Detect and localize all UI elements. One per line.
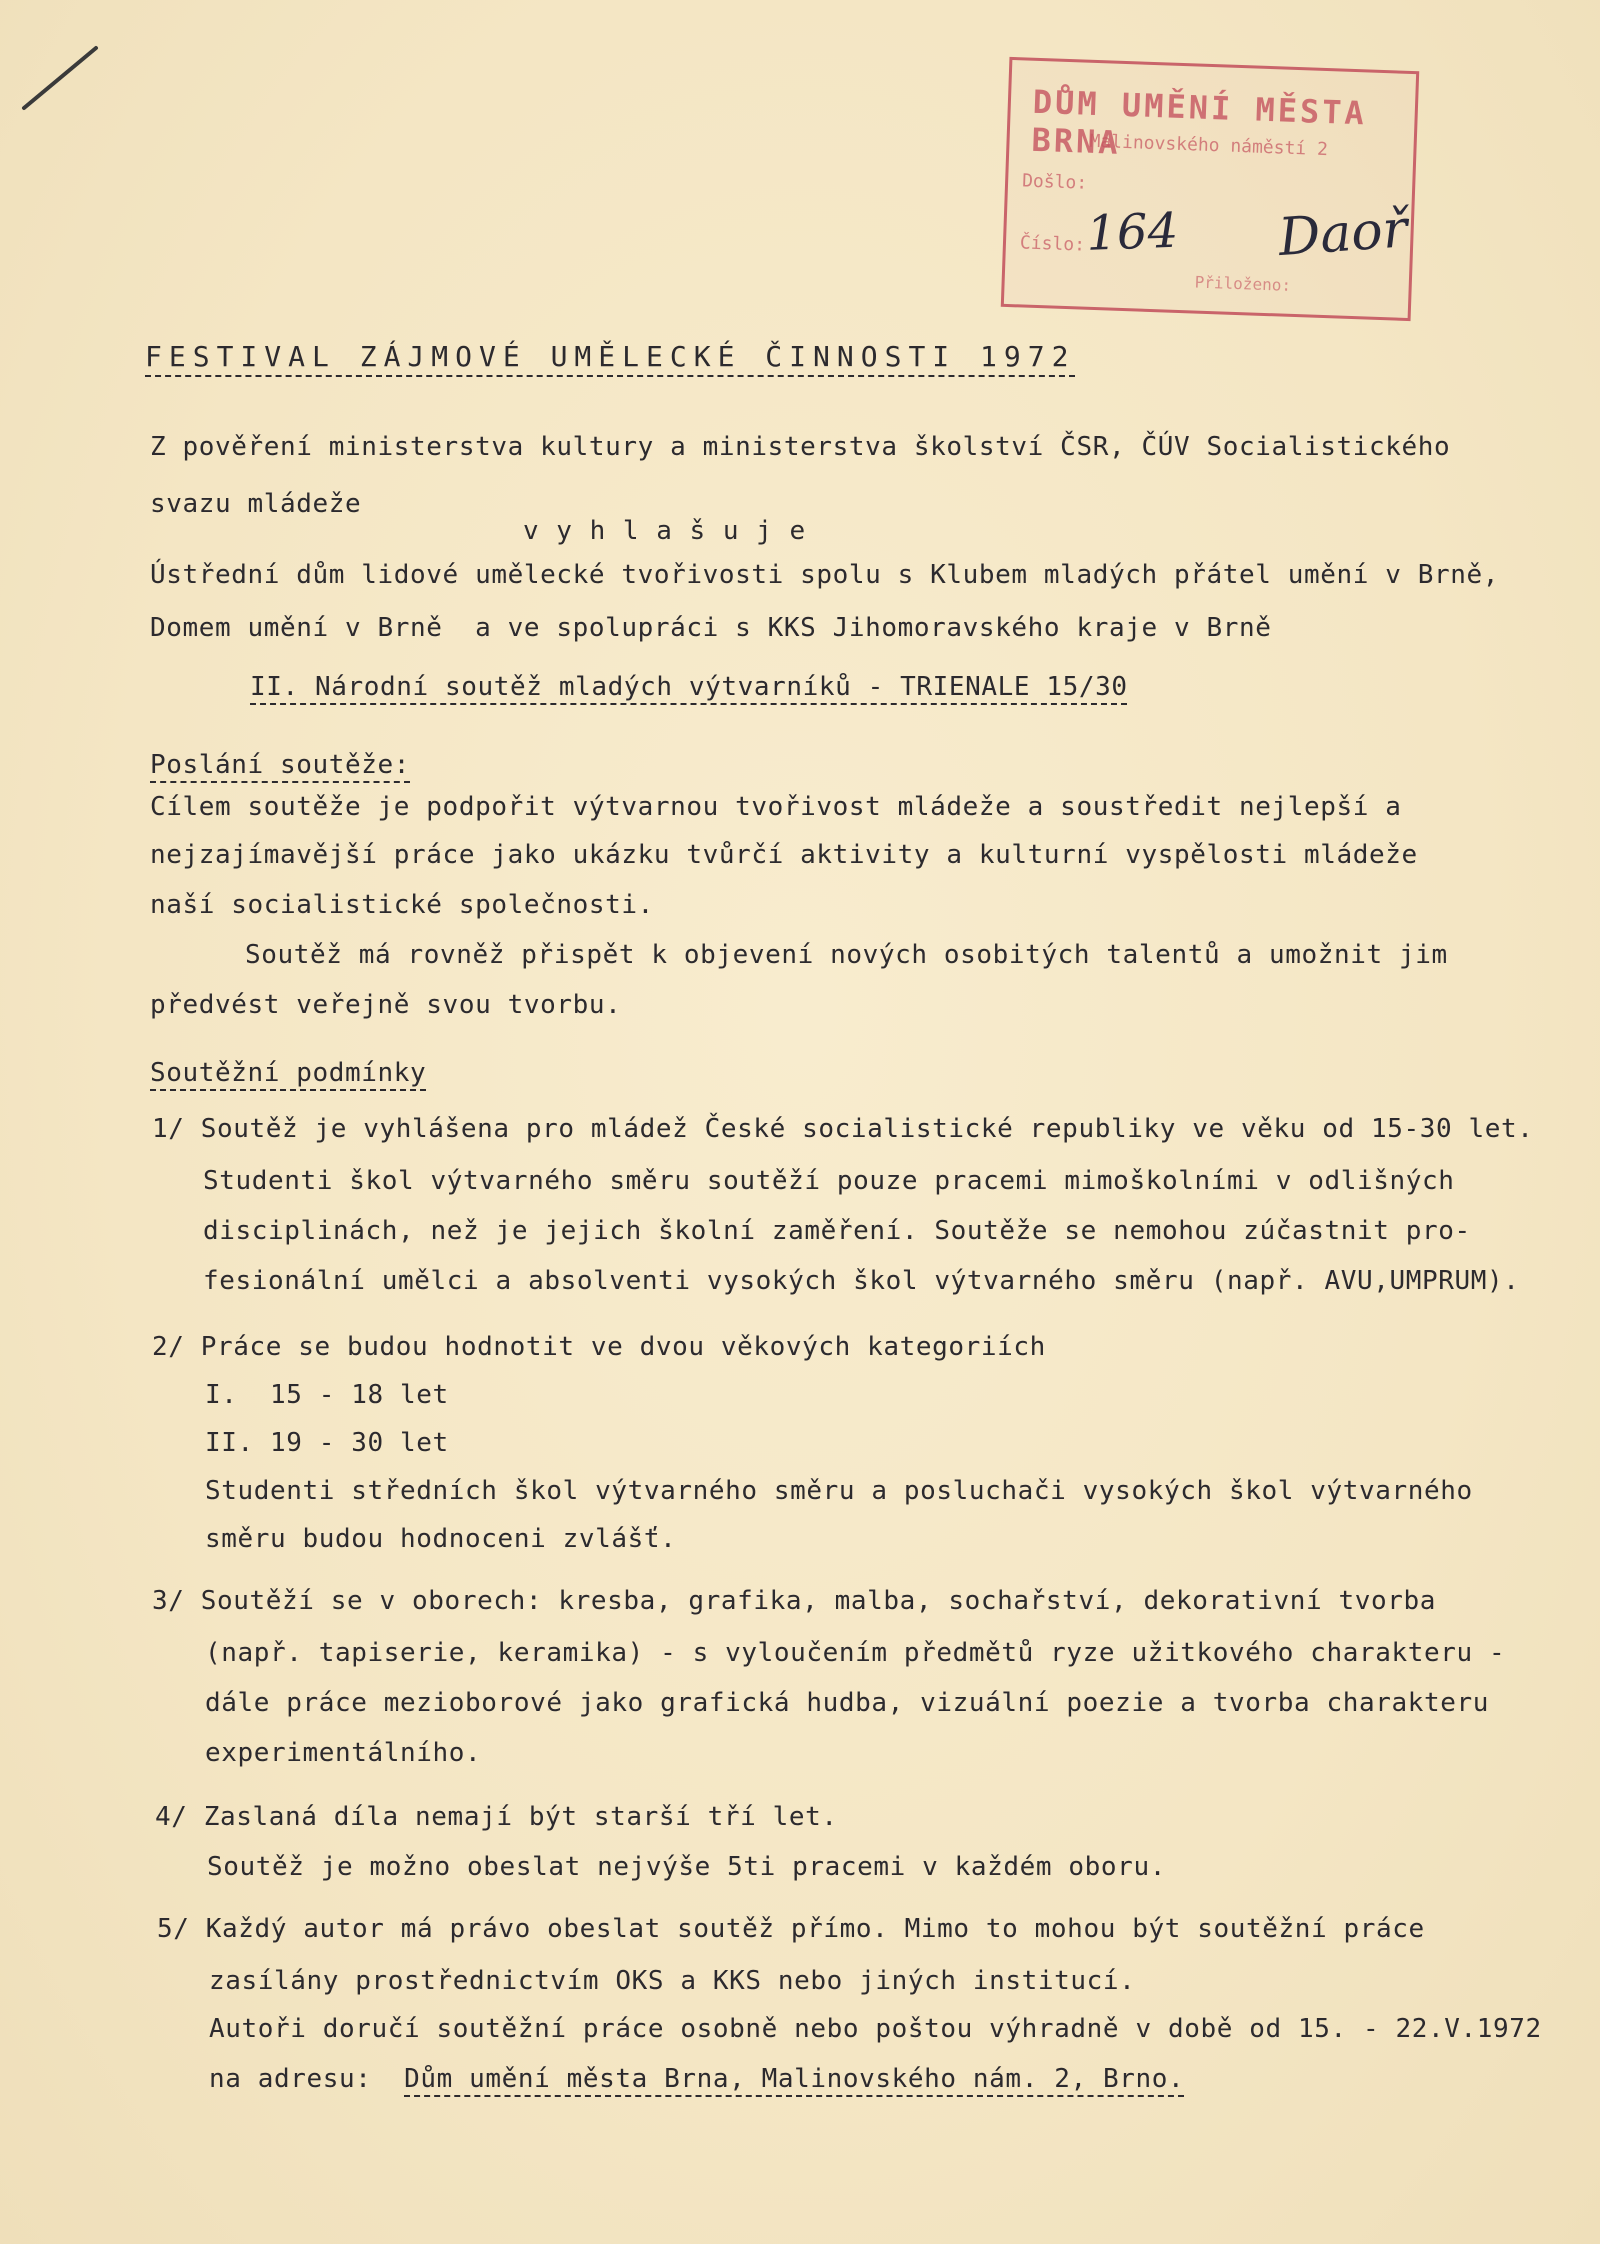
condition-3-line-3: dále práce mezioborové jako grafická hudba, vizuální poezie a tvorba charakteru (205, 1688, 1490, 1718)
condition-2-category-2: II. 19 - 30 let (205, 1428, 449, 1458)
condition-5-line-3: Autoři doručí soutěžní práce osobně nebo poštou výhradně v době od 15. - 22.V.1972 (209, 2014, 1542, 2044)
condition-2-line-5: směru budou hodnoceni zvlášť. (205, 1524, 677, 1554)
address-value: Dům umění města Brna, Malinovského nám. 2, Brno. (404, 2064, 1185, 2094)
pen-mark (18, 40, 108, 130)
stamp-field-received: Došlo: (1021, 170, 1088, 194)
announces-text: v y h l a š u j e (523, 516, 807, 546)
organizers-line-1: Ústřední dům lidové umělecké tvořivosti spolu s Klubem mladých přátel umění v Brně, (150, 560, 1500, 590)
mission-line-5: předvést veřejně svou tvorbu. (150, 990, 622, 1020)
stamp-field-number: Číslo: (1019, 232, 1086, 256)
condition-3-line-4: experimentálního. (205, 1738, 482, 1768)
condition-3-line-2: (např. tapiserie, keramika) - s vyloučením předmětů ryze užitkového charakteru - (205, 1638, 1506, 1668)
condition-3-line-1: 3/ Soutěží se v oborech: kresba, grafika, malba, sochařství, dekorativní tvorba (152, 1586, 1437, 1616)
handwritten-number: 164 (1085, 202, 1180, 262)
condition-2-category-1: I. 15 - 18 let (205, 1380, 449, 1410)
condition-4-line-2: Soutěž je možno obeslat nejvýše 5ti pracemi v každém oboru. (207, 1852, 1166, 1882)
condition-2-line-4: Studenti středních škol výtvarného směru a posluchači vysokých škol výtvarného (205, 1476, 1473, 1506)
mission-line-3: naší socialistické společnosti. (150, 890, 654, 920)
stamp-title: DŮM UMĚNÍ MĚSTA BRNA (1030, 82, 1368, 162)
condition-1-line-1: 1/ Soutěž je vyhlášena pro mládež České socialistické republiky ve věku od 15-30 let. (152, 1114, 1534, 1144)
condition-2-line-1: 2/ Práce se budou hodnotit ve dvou věkových kategoriích (152, 1332, 1046, 1362)
condition-5-line-1: 5/ Každý autor má právo obeslat soutěž přímo. Mimo to mohou být soutěžní práce (157, 1914, 1425, 1944)
stamp-subtitle: Malinovského náměstí 2 (1089, 130, 1329, 161)
competition-title: II. Národní soutěž mladých výtvarníků - TRIENALE 15/30 (250, 672, 1128, 702)
address-line (209, 2062, 1184, 2096)
organizers-line-2: Domem umění v Brně a ve spolupráci s KKS Jihomoravského kraje v Brně (150, 613, 1272, 643)
mission-line-1: Cílem soutěže je podpořit výtvarnou tvořivost mládeže a soustředit nejlepší a (150, 792, 1402, 822)
document-title: FESTIVAL ZÁJMOVÉ UMĚLECKÉ ČINNOSTI 1972 (145, 340, 1076, 373)
mission-heading: Poslání soutěže: (150, 750, 411, 780)
mission-line-4: Soutěž má rovněž přispět k objevení nových osobitých talentů a umožnit jim (245, 940, 1448, 970)
address-label: na adresu: (209, 2064, 372, 2094)
condition-4-line-1: 4/ Zaslaná díla nemají být starší tří let. (155, 1802, 838, 1832)
mission-line-2: nejzajímavější práce jako ukázku tvůrčí aktivity a kulturní vyspělosti mládeže (150, 840, 1418, 870)
condition-1-line-2: Studenti škol výtvarného směru soutěží pouze pracemi mimoškolními v odlišných (203, 1166, 1455, 1196)
condition-1-line-3: disciplinách, než je jejich školní zaměření. Soutěže se nemohou zúčastnit pro- (203, 1216, 1471, 1246)
condition-1-line-4: fesionální umělci a absolventi vysokých škol výtvarného směru (např. AVU,UMPRUM). (203, 1266, 1520, 1296)
stamp-field-attached: Přiloženo: (1194, 272, 1292, 295)
received-stamp (1001, 57, 1419, 321)
handwritten-initials: Daoř (1276, 199, 1410, 269)
intro-line-2: svazu mládeže (150, 489, 362, 519)
condition-5-line-2: zasílány prostřednictvím OKS a KKS nebo jiných institucí. (209, 1966, 1136, 1996)
conditions-heading: Soutěžní podmínky (150, 1058, 427, 1088)
intro-line-1: Z pověření ministerstva kultury a ministerstva školství ČSR, ČÚV Socialistického (150, 432, 1451, 462)
